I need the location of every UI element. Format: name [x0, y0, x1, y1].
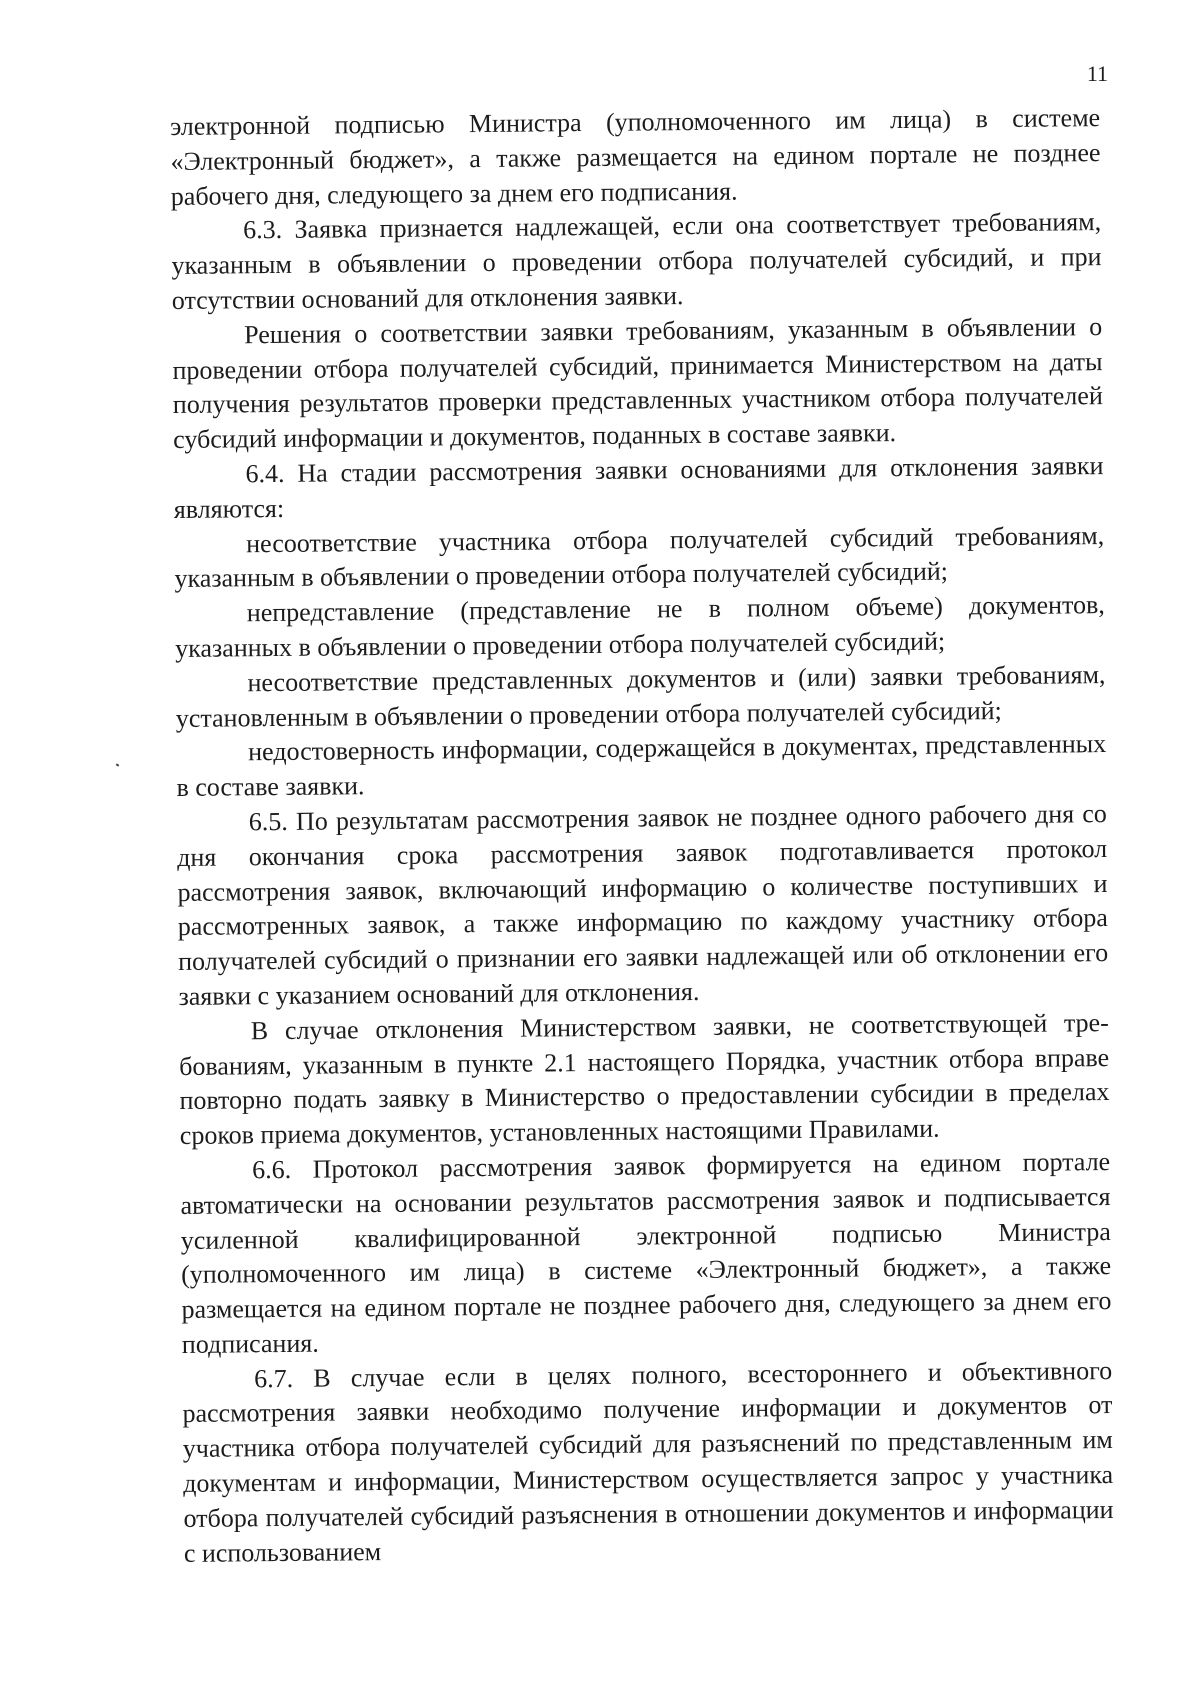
page-number: 11: [1086, 61, 1108, 86]
paragraph: 6.4. На стадии рассмотрения заявки основаниями для отклонения заявки являются:: [173, 451, 1104, 524]
paragraph: несоответствие участника отбора получателей субсидий требованиям, указанным в объявлении о проведении отбора получателей субсидий;: [174, 520, 1105, 594]
paragraph: В случае отклонения Министерством заявки, не соответствующей требованиям, указанным в пункте 2.1 настоящего Порядка, участник отбора вправе повторно подать заявку в Министерство о предоставлении субсидии в пределах сроков приема документов, установленных настоящими Правилами.: [179, 1007, 1110, 1151]
paragraph: 6.6. Протокол рассмотрения заявок формируется на едином портале автоматически на основании результатов рассмотрения заявок и подписывается усиленной квалифицированной электронной подписью Министра (уполномоченного им лица) в системе «Электронный бюджет», а также размещается на едином портале не позднее рабочего дня, следующего за днем его подписания.: [180, 1146, 1112, 1359]
scan-speck: [116, 763, 120, 766]
paragraph: 6.5. По результатам рассмотрения заявок не позднее одного рабочего дня со дня окончания срока рассмотрения заявок подготавливается протокол рассмотрения заявок, включающий информацию о количестве поступивших и рассмотренных заявок, а также информацию по каждому участнику отбора получателей субсидий о признании его заявки надлежащей или об отклонении его заявки с указанием оснований для отклонения.: [177, 798, 1109, 1011]
paragraph: 6.3. Заявка признается надлежащей, если она соответствует требованиям, указанным в объявлении о проведении отбора получателей субсидий, и при отсутствии оснований для отклонения заявки.: [171, 207, 1102, 315]
paragraph: электронной подписью Министра (уполномоченного им лица) в системе «Электронный бюджет», а также размещается на едином портале не позднее рабочего дня, следующего за днем его подписания.: [170, 103, 1101, 211]
document-body: [170, 101, 1114, 1571]
paragraph: непредставление (представление не в полном объеме) документов, указанных в объявлении о проведении отбора получателей субсидий;: [175, 590, 1105, 663]
paragraph: Решения о соответствии заявки требованиям, указанным в объявлении о проведении отбора получателей субсидий, принимается Министерством на даты получения результатов проверки представленных участником отбора получателей субсидий информации и документов, поданных в составе заявки.: [172, 311, 1103, 455]
paragraph: недостоверность информации, содержащейся в документах, представленных в составе заявки.: [176, 729, 1107, 803]
paragraph: несоответствие представленных документов и (или) заявки требованиям, установленным в объявлении о проведении отбора получателей субсидий;: [175, 659, 1106, 733]
paragraph: 6.7. В случае если в целях полного, всестороннего и объективного рассмотрения заявки необходимо получение информации и документов от участника отбора получателей субсидий для разъяснений по представленным им документам и информации, Министерством осуществляется запрос у участника отбора получателей субсидий разъяснения в отношении документов и информации с использованием: [182, 1355, 1114, 1568]
